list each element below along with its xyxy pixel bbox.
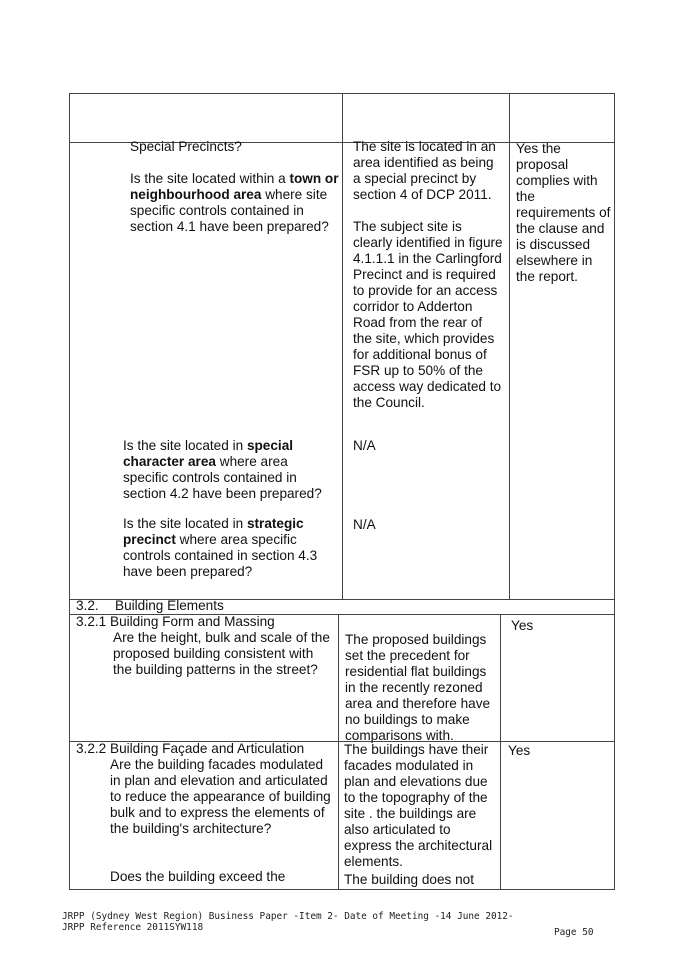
row-3-2-1-answer: The proposed buildings set the precedent for residential flat buildings in the recently rezoned area and therefore have no buildings to make comparisons with. (345, 632, 491, 743)
table-bottom-border (69, 889, 615, 890)
question-emphasis: strategic precinct (123, 516, 304, 547)
table-left-border (69, 93, 70, 890)
answer-strategic-precinct: N/A (353, 517, 376, 532)
section-title: Building Elements (115, 598, 224, 613)
column-divider-1-lower (338, 615, 339, 890)
question-text: where area specific controls contained in section 4.3 have been prepared? (123, 532, 318, 579)
row-3-2-1-compliance: Yes (511, 618, 534, 633)
column-divider-1 (342, 93, 343, 599)
question-text: Is the site located within a (130, 171, 290, 186)
row-3-2-1-question: Are the height, bulk and scale of the proposed building consistent with the building patterns in the street? (113, 630, 330, 677)
question-strategic-precinct (123, 516, 335, 580)
row-3-2-1-heading: 3.2.1 Building Form and Massing (76, 614, 275, 629)
row-3-2-2-answer-2: The building does not (344, 872, 474, 887)
row-3-2-2-question-2: Does the building exceed the (110, 869, 286, 884)
question-town-neighbourhood-area (130, 171, 342, 235)
footer-line-2: JRPP Reference 2011SYW118 (62, 922, 204, 933)
question-emphasis: town or neighbourhood area (130, 171, 339, 202)
question-special-character-area (123, 438, 335, 502)
row-3-2-2-compliance: Yes (508, 743, 531, 758)
column-divider-2-lower (500, 615, 501, 890)
question-emphasis: special character area (123, 438, 294, 469)
answer-carlingford-precinct: The subject site is clearly identified in figure 4.1.1.1 in the Carlingford Precinct and is required to provide for an access corridor to Adderton Road from the rear of the site, which provides for additional bonus of FSR up to 50% of the access way dedicated to the Council. (353, 219, 503, 410)
table-right-border (614, 93, 615, 890)
question-text: where area specific controls contained in section 4.2 have been prepared? (123, 454, 322, 501)
row-3-2-2-question: Are the building facades modulated in plan and elevation and articulated to reduce the appearance of building bulk and to express the elements of the building's architecture? (110, 757, 331, 836)
footer-line-1: JRPP (Sydney West Region) Business Paper -Item 2- Date of Meeting -14 June 2012- (62, 911, 514, 922)
row-3-2-2-answer: The buildings have their facades modulated in plan and elevations due to the topography of the site . the buildings are also articulated to express the architectural elements. (344, 742, 493, 869)
question-text: Is the site located in (123, 516, 247, 531)
special-precincts-heading: Special Precincts? (130, 139, 242, 154)
question-text: Is the site located in (123, 438, 247, 453)
question-text: where site specific controls contained in section 4.1 have been prepared? (130, 187, 329, 234)
answer-special-character-area: N/A (353, 438, 376, 453)
row-3-2-2-heading: 3.2.2 Building Façade and Articulation (76, 741, 305, 756)
answer-special-precinct: The site is located in an area identified as being a special precinct by section 4 of DCP 2011. (353, 139, 496, 202)
column-divider-2 (509, 93, 510, 599)
page-number: Page 50 (554, 927, 594, 938)
table-top-border (69, 93, 615, 94)
compliance-special-precinct: Yes the proposal complies with the requirements of the clause and is discussed elsewhere in the report. (516, 141, 611, 284)
section-number: 3.2. (76, 598, 99, 613)
